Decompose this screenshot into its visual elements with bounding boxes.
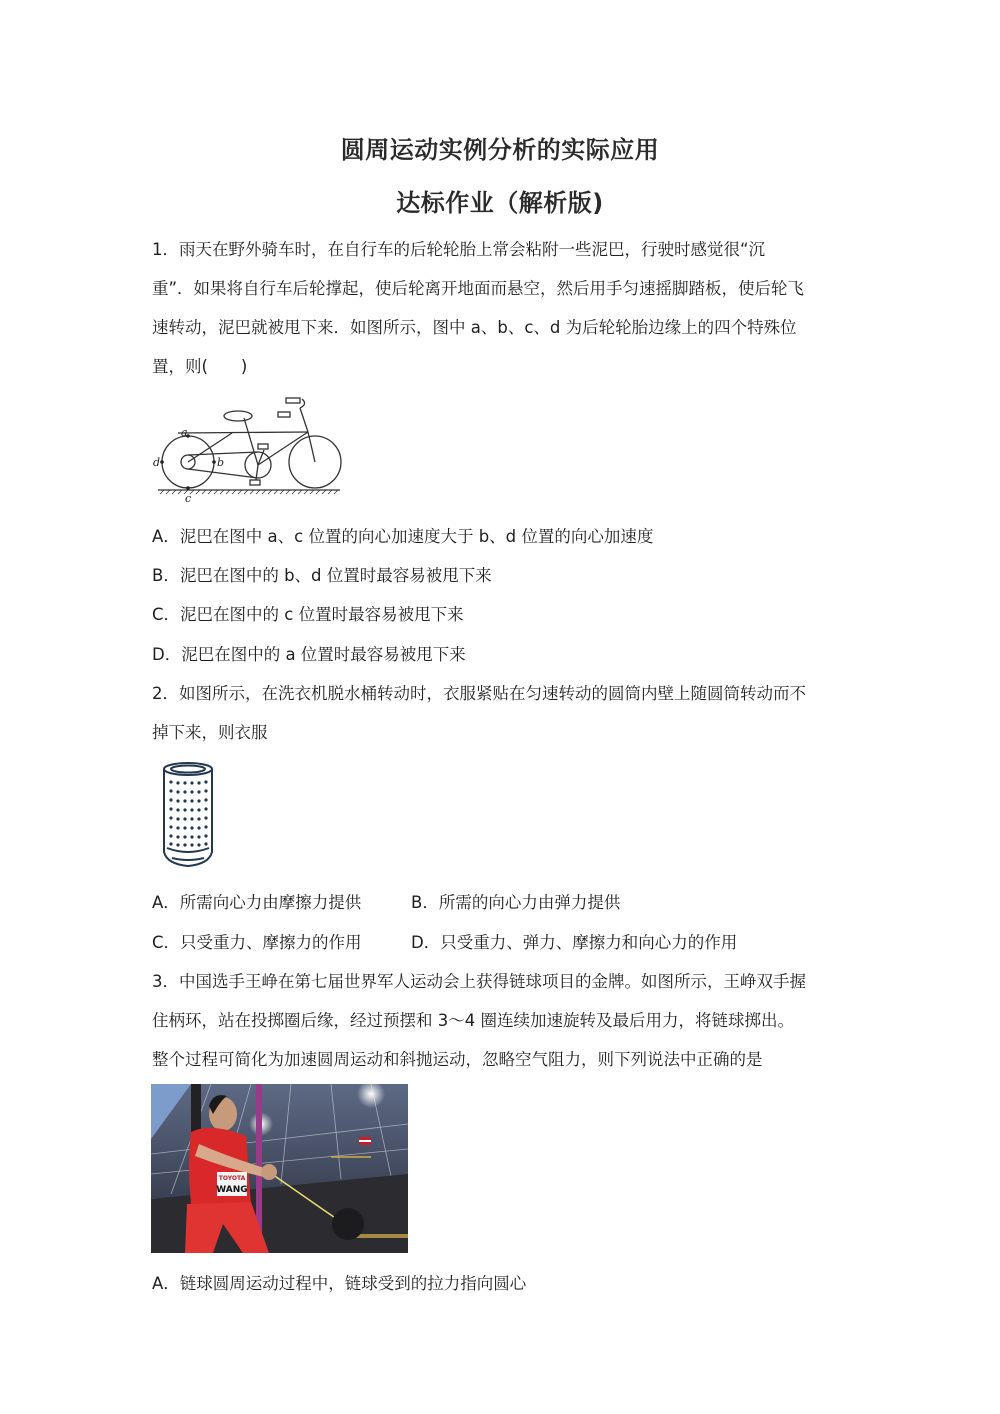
question-3-line: 住柄环，站在投掷圈后缘，经过预摆和 3～4 圈连续加速旋转及最后用力，将链球掷出。 [152,1011,794,1030]
svg-text:b: b [217,456,225,469]
question-1-option-c: C．泥巴在图中的 c 位置时最容易被甩下来 [152,605,464,624]
question-1-line: 1．雨天在野外骑车时，在自行车的后轮轮胎上常会粘附一些泥巴，行驶时感觉很“沉 [152,240,766,259]
question-2-option-d: D．只受重力、弹力、摩擦力和向心力的作用 [411,933,738,952]
question-2-line: 2．如图所示，在洗衣机脱水桶转动时，衣服紧贴在匀速转动的圆筒内壁上随圆筒转动而不 [152,684,806,703]
hammer-throw-photo [151,1084,408,1253]
question-1-line: 速转动，泥巴就被甩下来．如图所示，图中 a、b、c、d 为后轮轮胎边缘上的四个特殊位 [152,318,797,337]
question-1-line: 重”．如果将自行车后轮撑起，使后轮离开地面而悬空，然后用手匀速摇脚踏板，使后轮飞 [152,279,805,298]
svg-text:d: d [153,456,161,469]
svg-text:c: c [185,492,192,505]
question-2-option-b: B．所需的向心力由弹力提供 [411,893,621,912]
question-1-option-a: A．泥巴在图中 a、c 位置的向心加速度大于 b、d 位置的向心加速度 [152,527,654,546]
question-3-line: 3．中国选手王峥在第七届世界军人运动会上获得链球项目的金牌。如图所示，王峥双手握 [152,972,806,991]
document-subtitle: 达标作业（解析版) [396,189,604,217]
question-1-option-b: B．泥巴在图中的 b、d 位置时最容易被甩下来 [152,566,492,585]
question-2-option-a: A．所需向心力由摩擦力提供 [152,893,362,912]
question-3-line: 整个过程可简化为加速圆周运动和斜抛运动，忽略空气阻力，则下列说法中正确的是 [152,1050,763,1069]
washing-drum-diagram [157,760,219,872]
bicycle-diagram [150,390,350,505]
question-3-option-a: A．链球圆周运动过程中，链球受到的拉力指向圆心 [152,1274,527,1293]
svg-text:a: a [181,426,188,439]
svg-text:TOYOTA: TOYOTA [218,1175,246,1182]
question-2-option-c: C．只受重力、摩擦力的作用 [152,933,362,952]
svg-text:WANG: WANG [216,1185,248,1195]
question-1-option-d: D．泥巴在图中的 a 位置时最容易被甩下来 [152,645,466,664]
document-title: 圆周运动实例分析的实际应用 [340,136,660,164]
question-2-line: 掉下来，则衣服 [152,723,268,742]
question-1-line: 置，则( ) [152,357,248,376]
